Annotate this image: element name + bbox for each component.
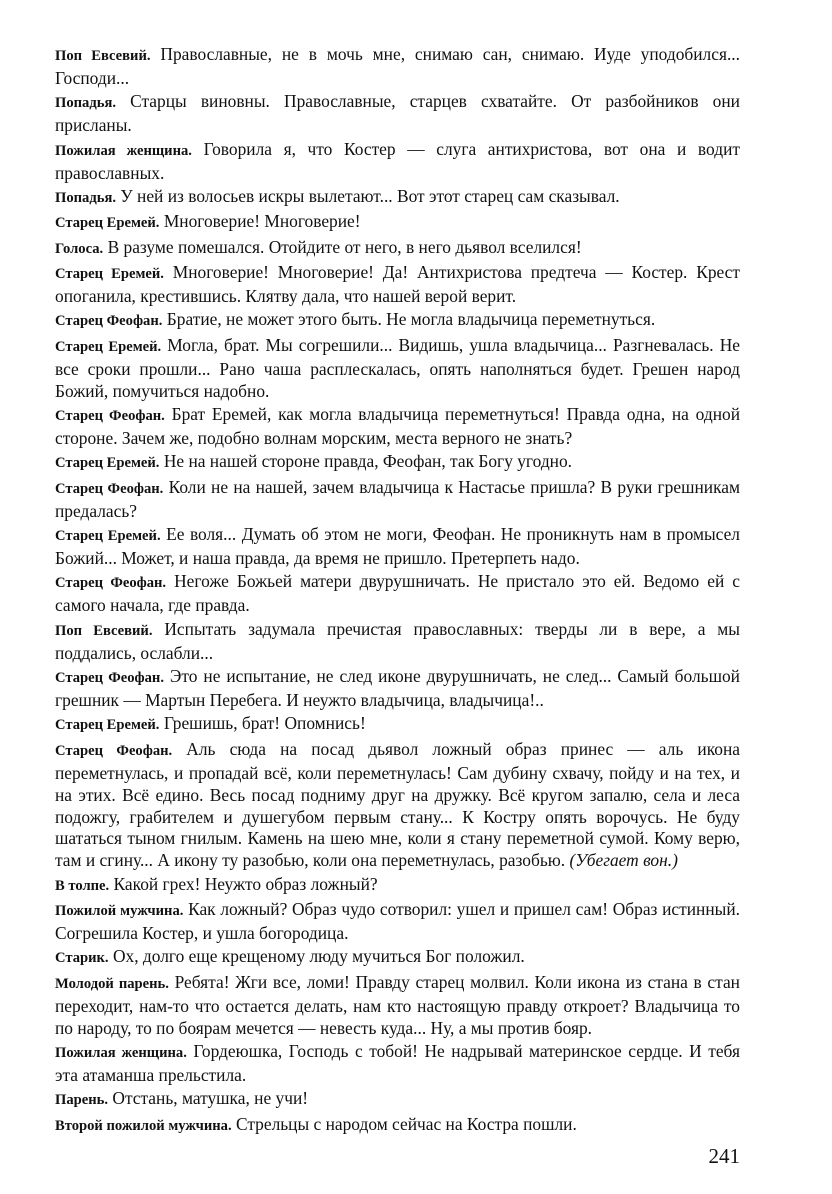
speaker-name: Попадья. xyxy=(55,95,116,112)
dialogue-paragraph xyxy=(55,713,740,737)
dialogue-paragraph xyxy=(55,899,740,945)
speaker-name: Старец Еремей. xyxy=(55,266,164,283)
dialogue-paragraph xyxy=(55,874,740,898)
dialogue-paragraph xyxy=(55,946,740,970)
dialogue-text: Ребята! Жги все, ломи! Правду старец молвил. Коли икона из стана в стан переходит, нам-то что остается делать, нам кто настоящую правду откроет? Владычица то по народу, то по боярам мечется — невесть куда... Ну, а мы против бояр. xyxy=(55,971,740,1038)
dialogue-paragraph xyxy=(55,309,740,333)
dialogue-paragraph xyxy=(55,237,740,261)
speaker-name: Второй пожилой мужчина. xyxy=(55,1117,232,1134)
dialogue-text: Испытать задумала пречистая православных: тверды ли в вере, а мы поддались, ослабли... xyxy=(55,618,740,663)
dialogue-paragraph xyxy=(55,972,740,1040)
dialogue-paragraph xyxy=(55,404,740,450)
speaker-name: Старец Феофан. xyxy=(55,408,165,425)
dialogue-text: Не на нашей стороне правда, Феофан, так Богу угодно. xyxy=(163,451,573,472)
dialogue-paragraph xyxy=(55,1114,740,1138)
dialogue-text: Стрельцы с народом сейчас на Костра пошли. xyxy=(235,1113,577,1134)
dialogue-text: Отстань, матушка, не учи! xyxy=(112,1088,309,1109)
page-number: 241 xyxy=(708,1144,740,1168)
dialogue-text: Говорила я, что Костер — слуга антихристова, вот она и водит православных. xyxy=(55,138,740,183)
speaker-name: Старец Феофан. xyxy=(55,480,164,497)
dialogue-text: Аль сюда на посад дьявол ложный образ принес — аль икона переметнулась, и пропадай всё, коли переметнулась! Сам дубину схвачу, пойду и на тех, и на этих. Всё едино. Весь посад подниму друг на дружку. Всё кругом запалю, села и леса подожгу, грабителем и душегубом первым стану... К Костру опять ворочусь. Не буду шататься тыном гнилым. Камень на шею мне, коли я стану переметной сумой. Кому верю, там и сгину... А икону ту разобью, коли она переметнулась, разобью. xyxy=(55,738,740,871)
dialogue-paragraph xyxy=(55,451,740,475)
dialogue-text: Могла, брат. Мы согрешили... Видишь, ушла владычица... Разгневалась. Не все сроки прошли... Рано чаша расплескалась, опять наполняться будет. Грешен народ Божий, помучиться надобно. xyxy=(55,334,740,401)
speaker-name: Парень. xyxy=(55,1092,109,1109)
dialogue-text: У ней из волосьев искры вылетают... Вот этот старец сам сказывал. xyxy=(120,185,620,206)
dialogue-paragraph xyxy=(55,335,740,403)
speaker-name: Старец Еремей. xyxy=(55,338,162,355)
speaker-name: Поп Евсевий. xyxy=(55,48,151,64)
speaker-name: Старец Еремей. xyxy=(55,717,160,734)
speaker-name: Пожилая женщина. xyxy=(55,142,192,159)
dialogue-text: Ох, долго еще крещеному люду мучиться Бог положил. xyxy=(112,946,525,967)
dialogue-text: В разуме помешался. Отойдите от него, в него дьявол вселился! xyxy=(107,236,582,257)
dialogue-text: Грешишь, брат! Опомнись! xyxy=(163,713,366,734)
dialogue-paragraph xyxy=(55,524,740,570)
dialogue-text: Какой грех! Неужто образ ложный? xyxy=(113,873,378,894)
dialogue-paragraph xyxy=(55,739,740,872)
dialogue-text: Многоверие! Многоверие! xyxy=(163,211,361,232)
speaker-name: Попадья. xyxy=(55,189,116,206)
play-text xyxy=(55,44,740,1139)
dialogue-text: Православные, не в мочь мне, снимаю сан, снимаю. Иуде уподобился... Господи... xyxy=(55,44,740,88)
speaker-name: Старец Еремей. xyxy=(55,455,160,472)
dialogue-text: Ее воля... Думать об этом не моги, Феофан. Не проникнуть нам в промысел Божий... Может, и наша правда, да время не пришло. Претерпеть надо. xyxy=(55,524,740,569)
dialogue-text: Брат Еремей, как могла владычица переметнуться! Правда одна, на одной стороне. Зачем же, подобно волнам морским, места верного не знать? xyxy=(55,404,741,448)
speaker-name: Старец Еремей. xyxy=(55,528,161,545)
dialogue-paragraph xyxy=(55,44,740,90)
speaker-name: Старец Феофан. xyxy=(55,742,173,759)
dialogue-text: Негоже Божьей матери двурушничать. Не пристало это ей. Ведомо ей с самого начала, где правда. xyxy=(55,571,740,616)
stage-direction: (Убегает вон.) xyxy=(569,850,678,871)
dialogue-paragraph xyxy=(55,211,740,235)
speaker-name: Молодой парень. xyxy=(55,975,169,992)
dialogue-text: Старцы виновны. Православные, старцев схватайте. От разбойников они присланы. xyxy=(55,91,740,136)
dialogue-paragraph xyxy=(55,139,740,185)
speaker-name: Старец Феофан. xyxy=(55,313,163,330)
speaker-name: Старец Феофан. xyxy=(55,575,167,592)
dialogue-paragraph xyxy=(55,262,740,308)
speaker-name: В толпе. xyxy=(55,877,110,894)
speaker-name: Пожилая женщина. xyxy=(55,1045,187,1062)
dialogue-paragraph xyxy=(55,619,740,665)
dialogue-paragraph xyxy=(55,571,740,617)
dialogue-text: Братие, не может этого быть. Не могла владычица переметнуться. xyxy=(166,309,656,330)
speaker-name: Поп Евсевий. xyxy=(55,622,153,639)
dialogue-text: Многоверие! Многоверие! Да! Антихристова предтеча — Костер. Крест опоганила, крестившись. Клятву дала, что нашей верой верит. xyxy=(55,262,740,307)
dialogue-text: Как ложный? Образ чудо сотворил: ушел и пришел сам! Образ истинный. Согрешила Костер, и ушла богородица. xyxy=(55,899,740,944)
speaker-name: Старик. xyxy=(55,950,109,967)
dialogue-text: Это не испытание, не след иконе двурушничать, не след... Самый большой грешник — Мартын Перебега. И неужто владычица, владычица!.. xyxy=(55,666,740,710)
dialogue-text: Коли не на нашей, зачем владычица к Настасье пришла? В руки грешникам предалась? xyxy=(55,476,740,521)
dialogue-paragraph xyxy=(55,666,740,712)
dialogue-paragraph xyxy=(55,186,740,210)
speaker-name: Старец Феофан. xyxy=(55,670,164,687)
dialogue-paragraph xyxy=(55,91,740,137)
dialogue-text: Гордеюшка, Господь с тобой! Не надрывай материнское сердце. И тебя эта атаманша прельстила. xyxy=(55,1041,740,1085)
dialogue-paragraph xyxy=(55,1088,740,1112)
speaker-name: Пожилой мужчина. xyxy=(55,903,184,920)
dialogue-paragraph xyxy=(55,1041,740,1087)
speaker-name: Голоса. xyxy=(55,240,104,257)
dialogue-paragraph xyxy=(55,477,740,523)
speaker-name: Старец Еремей. xyxy=(55,215,160,232)
